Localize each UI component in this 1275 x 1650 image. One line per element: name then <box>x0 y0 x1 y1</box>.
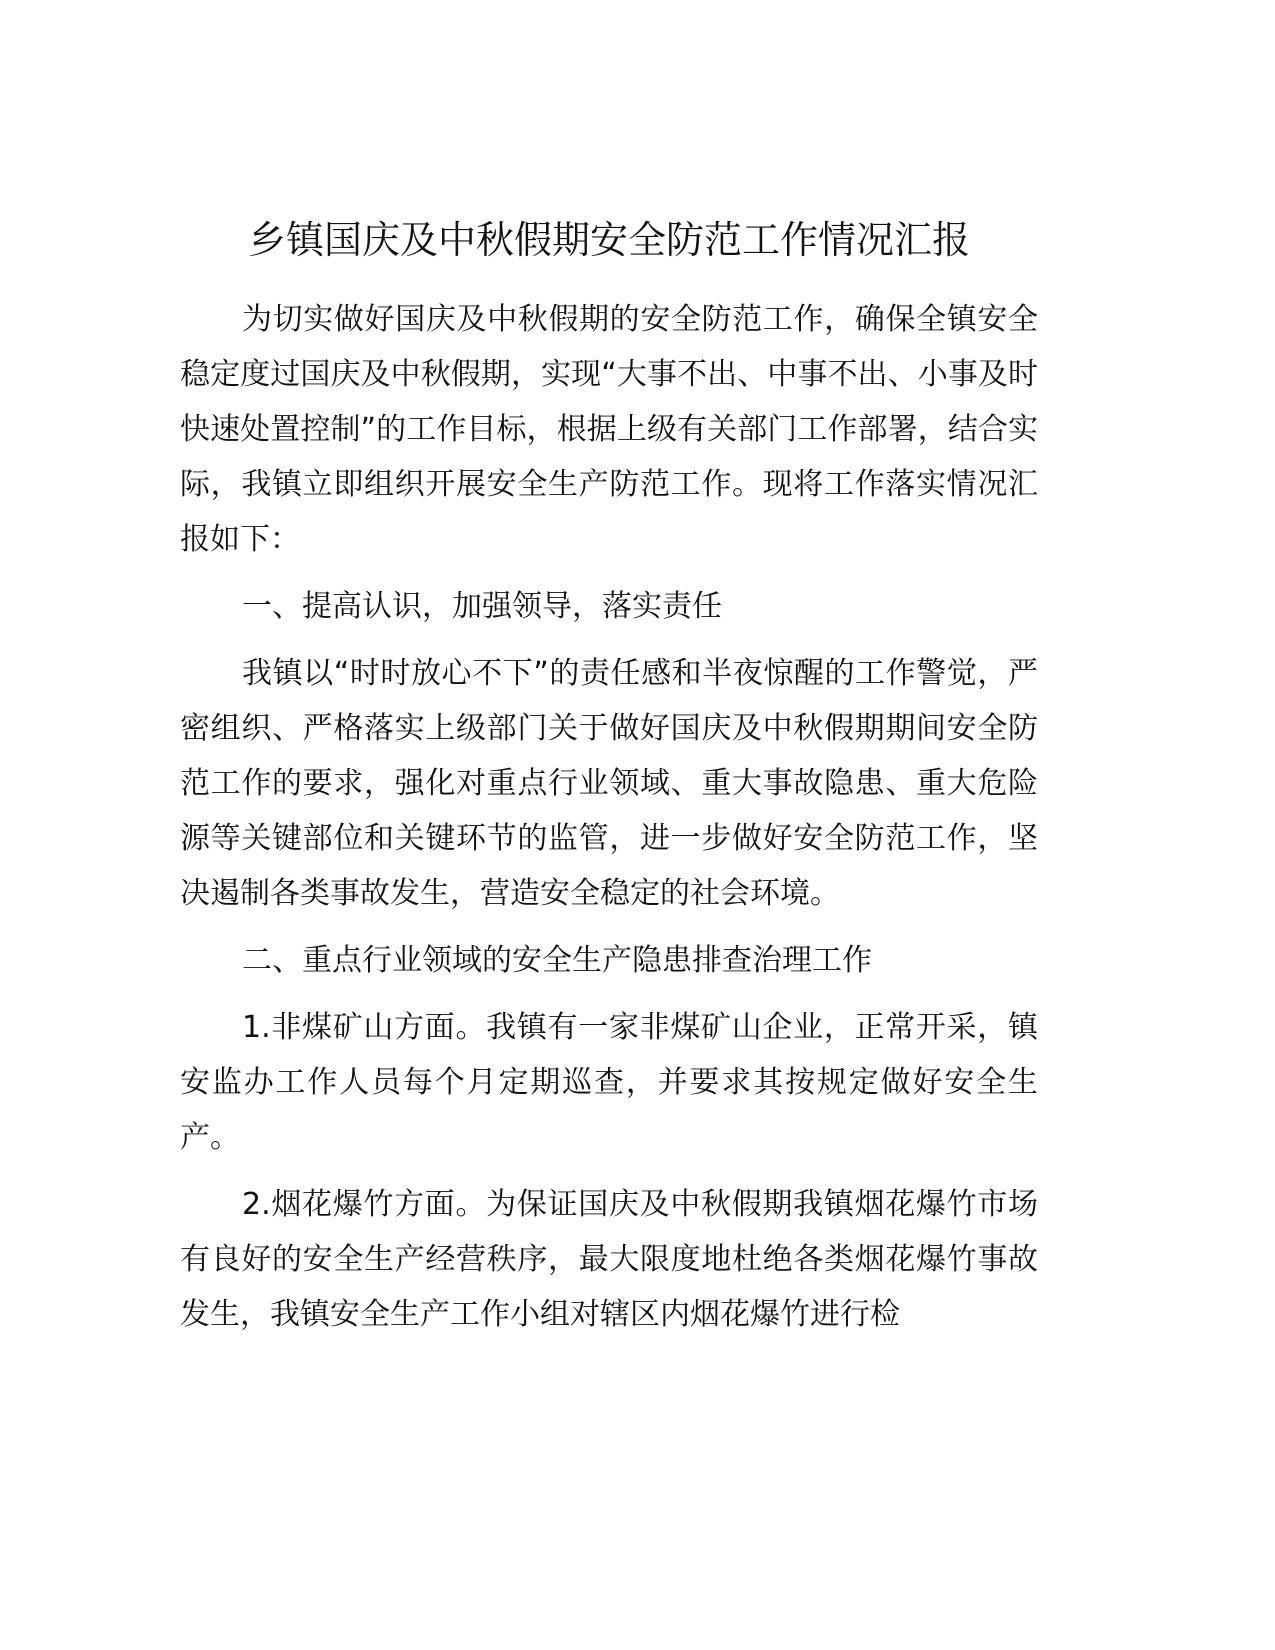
section-1-heading: 一、提高认识，加强领导，落实责任 <box>242 589 722 624</box>
item-2-paragraph: 2.烟花爆竹方面。为保证国庆及中秋假期我镇烟花爆竹市场有良好的安全生产经营秩序，最大限度地杜绝各类烟花爆竹事故发生，我镇安全生产工作小组对辖区内烟花爆竹进行检 <box>180 1187 1038 1332</box>
intro-paragraph: 为切实做好国庆及中秋假期的安全防范工作，确保全镇安全稳定度过国庆及中秋假期，实现“大事不出、中事不出、小事及时快速处置控制”的工作目标，根据上级有关部门工作部署，结合实际，我镇立即组织开展安全生产防范工作。现将工作落实情况汇报如下： <box>180 302 1038 557</box>
section-2-heading: 二、重点行业领域的安全生产隐患排查治理工作 <box>242 943 872 978</box>
section-1-paragraph: 我镇以“时时放心不下”的责任感和半夜惊醒的工作警觉，严密组织、严格落实上级部门关于做好国庆及中秋假期期间安全防范工作的要求，强化对重点行业领域、重大事故隐患、重大危险源等关键部位和关键环节的监管，进一步做好安全防范工作，坚决遏制各类事故发生，营造安全稳定的社会环境。 <box>180 656 1038 911</box>
item-1-paragraph: 1.非煤矿山方面。我镇有一家非煤矿山企业，正常开采，镇安监办工作人员每个月定期巡查，并要求其按规定做好安全生产。 <box>180 1010 1038 1155</box>
document-page <box>180 210 1038 1354</box>
document-title: 乡镇国庆及中秋假期安全防范工作情况汇报 <box>247 218 970 262</box>
